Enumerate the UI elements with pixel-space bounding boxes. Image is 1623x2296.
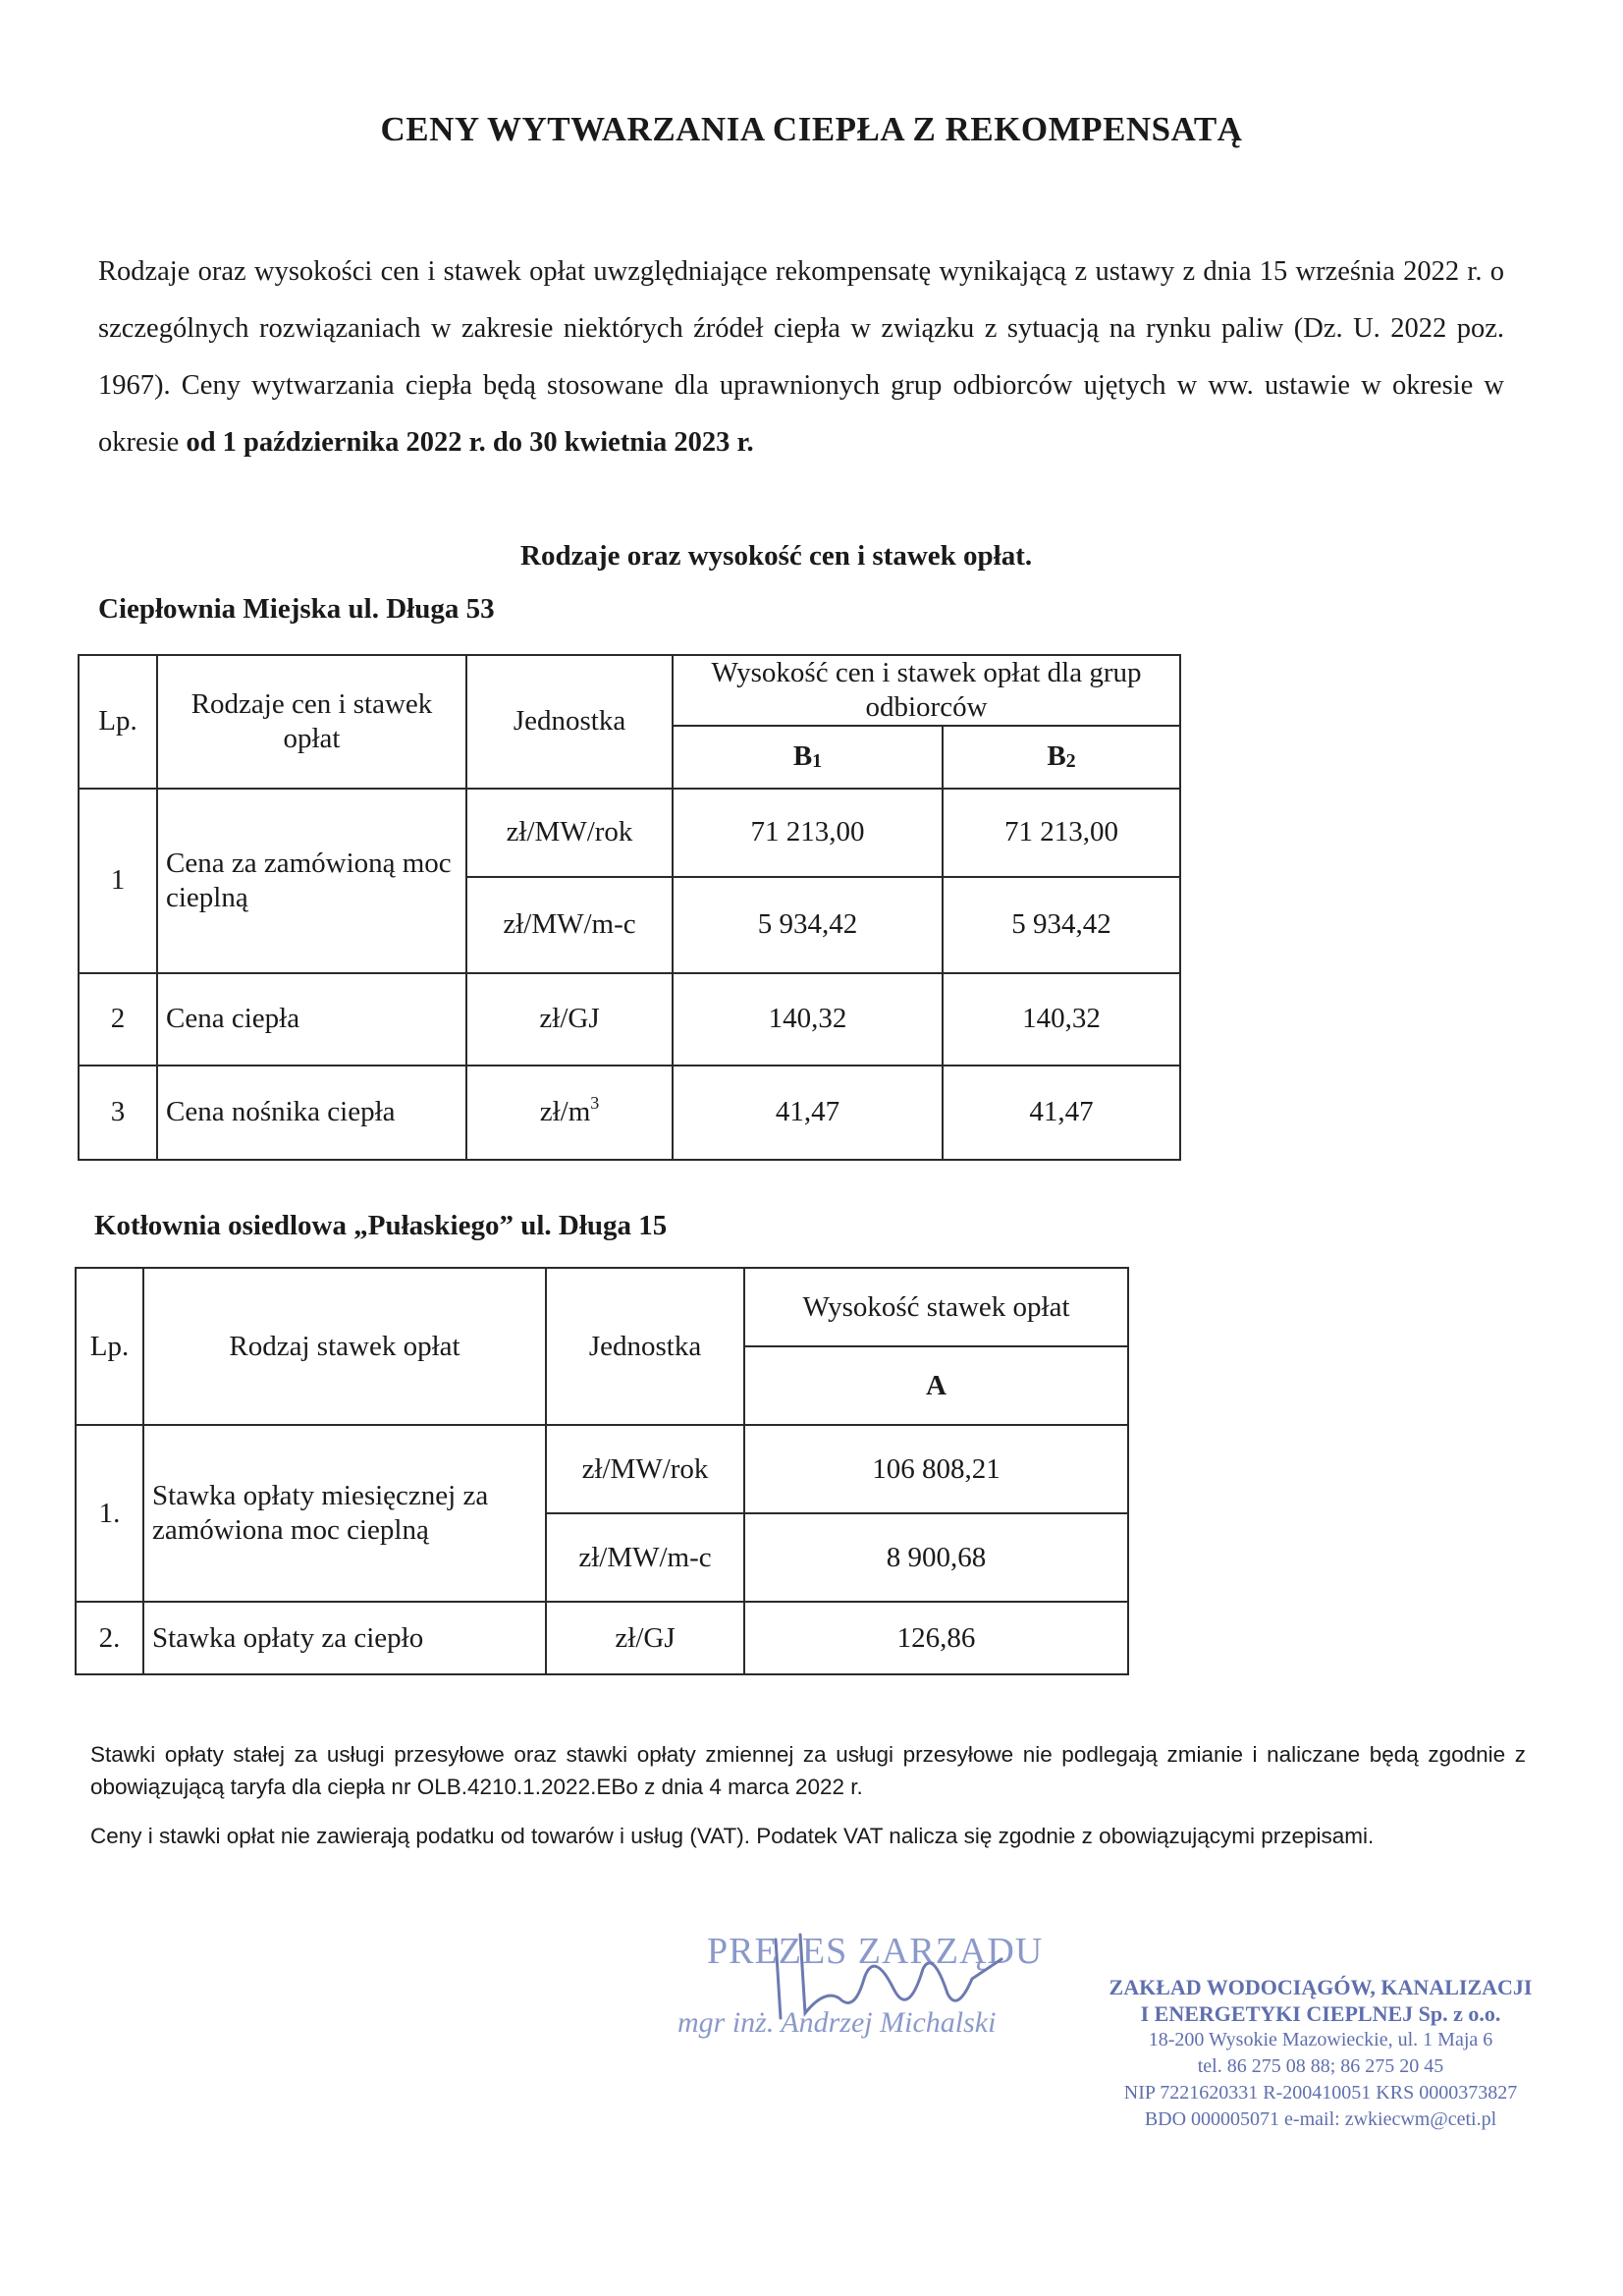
company-stamp — [1090, 1974, 1551, 2133]
row3-unit-base: zł/m — [539, 1096, 591, 1128]
header-group-b1 — [673, 726, 943, 789]
t2-row1-unit-annual: zł/MW/rok — [546, 1425, 744, 1513]
row2-name: Cena ciepła — [157, 973, 466, 1066]
t2-row1-unit-monthly: zł/MW/m-c — [546, 1513, 744, 1602]
t2-header-kind: Rodzaj stawek opłat — [143, 1268, 546, 1425]
handwritten-signature-icon — [746, 1920, 1041, 2038]
t2-row1-value-monthly: 8 900,68 — [744, 1513, 1128, 1602]
stamp-line-5: NIP 7221620331 R-200410051 KRS 0000373827 — [1123, 2082, 1518, 2104]
row3-unit-exponent: 3 — [590, 1093, 600, 1114]
t2-header-value: Wysokość stawek opłat — [744, 1268, 1128, 1346]
header-unit: Jednostka — [466, 655, 673, 789]
stamp-line-6: BDO 000005071 e-mail: zwkiecwm@ceti.pl — [1144, 2108, 1497, 2130]
note-transmission-rates: Stawki opłaty stałej za usługi przesyłowe oraz stawki opłaty zmiennej za usługi przesyłowe nie podlegają zmianie i naliczane będą zgodnie z obowiązującą taryfa dla ciepła nr OLB.4210.1.2022.EBo z dnia 4 marca 2022 r. — [90, 1742, 1526, 1799]
row2-b1: 140,32 — [673, 973, 943, 1066]
intro-period: od 1 października 2022 r. do 30 kwietnia 2023 r. — [186, 427, 754, 458]
intro-paragraph — [98, 244, 1504, 471]
group-b2-letter: B — [1047, 740, 1066, 773]
row3-name: Cena nośnika ciepła — [157, 1066, 466, 1160]
prices-subtitle: Rodzaje oraz wysokość cen i stawek opłat. — [520, 540, 1033, 572]
t2-header-group-a: A — [744, 1346, 1128, 1425]
row1-b2-annual: 71 213,00 — [943, 789, 1180, 877]
note-vat: Ceny i stawki opłat nie zawierają podatku od towarów i usług (VAT). Podatek VAT nalicza się zgodnie z obowiązującymi przepisami. — [90, 1824, 1375, 1848]
signature-block — [677, 1930, 1070, 2067]
row1-name: Cena za zamówioną moc cieplną — [157, 789, 466, 973]
group-b2-index: 2 — [1065, 750, 1076, 773]
section1-price-table — [78, 654, 1181, 1161]
row1-unit-annual: zł/MW/rok — [466, 789, 673, 877]
signature-name: mgr inż. Andrzej Michalski — [677, 2006, 997, 2039]
section2-rate-table — [75, 1267, 1129, 1675]
stamp-line-4: tel. 86 275 08 88; 86 275 20 45 — [1197, 2055, 1444, 2077]
t2-header-unit: Jednostka — [546, 1268, 744, 1425]
t2-row1-lp: 1. — [76, 1425, 143, 1602]
row1-unit-monthly: zł/MW/m-c — [466, 877, 673, 973]
group-b1-letter: B — [792, 740, 813, 773]
row1-b2-monthly: 5 934,42 — [943, 877, 1180, 973]
intro-text: Rodzaje oraz wysokości cen i stawek opłat uwzględniające rekompensatę wynikającą z ustawy z dnia 15 września 2022 r. o szczególnych rozwiązaniach w zakresie niektórych źródeł ciepła w związku z sytuacją na rynku paliw (Dz. U. 2022 poz. 1967). Ceny wytwarzania ciepła będą stosowane dla uprawnionych grup odbiorców ujętych w ww. ustawie w okresie w okresie — [98, 256, 1504, 458]
row3-b2: 41,47 — [943, 1066, 1180, 1160]
row3-unit — [466, 1066, 673, 1160]
t2-row1-name: Stawka opłaty miesięcznej za zamówiona moc cieplną — [143, 1425, 546, 1602]
row1-lp: 1 — [79, 789, 157, 973]
section1-heading: Ciepłownia Miejska ul. Długa 53 — [98, 593, 495, 625]
header-kind: Rodzaje cen i stawek opłat — [157, 655, 466, 789]
row2-lp: 2 — [79, 973, 157, 1066]
row3-b1: 41,47 — [673, 1066, 943, 1160]
signature-role: PREZES ZARZĄDU — [707, 1931, 1044, 1972]
t2-row1-value-annual: 106 808,21 — [744, 1425, 1128, 1513]
document-title: CENY WYTWARZANIA CIEPŁA Z REKOMPENSATĄ — [380, 110, 1243, 148]
row2-unit: zł/GJ — [466, 973, 673, 1066]
row1-b1-monthly: 5 934,42 — [673, 877, 943, 973]
header-lp: Lp. — [79, 655, 157, 789]
header-group-b2 — [943, 726, 1180, 789]
t2-row2-name: Stawka opłaty za ciepło — [143, 1602, 546, 1674]
row2-b2: 140,32 — [943, 973, 1180, 1066]
header-groups: Wysokość cen i stawek opłat dla grup odbiorców — [673, 655, 1180, 726]
section2-heading: Kotłownia osiedlowa „Pułaskiego” ul. Długa 15 — [94, 1210, 668, 1241]
stamp-line-2: I ENERGETYKI CIEPLNEJ Sp. z o.o. — [1140, 2001, 1501, 2026]
group-b1-index: 1 — [812, 750, 823, 773]
t2-header-lp: Lp. — [76, 1268, 143, 1425]
t2-row2-unit: zł/GJ — [546, 1602, 744, 1674]
t2-row2-lp: 2. — [76, 1602, 143, 1674]
t2-row2-value: 126,86 — [744, 1602, 1128, 1674]
row3-lp: 3 — [79, 1066, 157, 1160]
stamp-line-1: ZAKŁAD WODOCIĄGÓW, KANALIZACJI — [1109, 1975, 1533, 1999]
row1-b1-annual: 71 213,00 — [673, 789, 943, 877]
stamp-line-3: 18-200 Wysokie Mazowieckie, ul. 1 Maja 6 — [1148, 2029, 1493, 2050]
